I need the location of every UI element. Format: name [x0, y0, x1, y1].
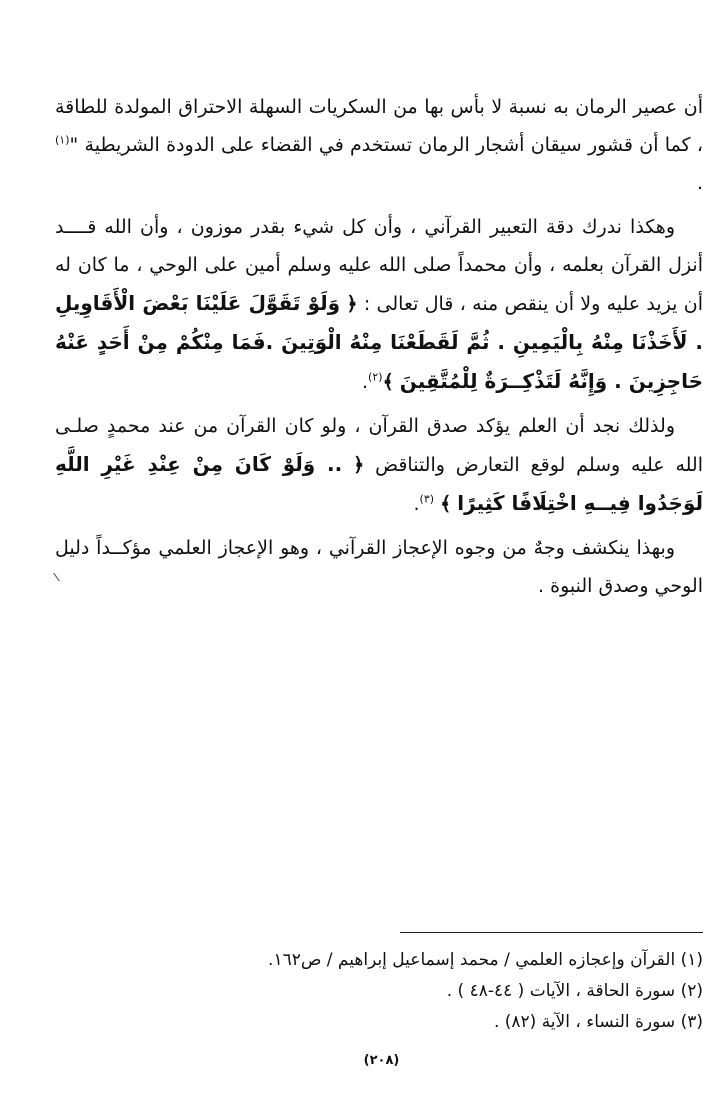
ornate-bracket-close: ﴾ [382, 371, 394, 393]
quran-verse: وَلَوْ تَقَوَّلَ عَلَيْنَا بَعْضَ الْأَقَاوِيلِ . لَأَخَذْنَا مِنْهُ بِالْيَمِينِ . ثُمَّ لَقَطَعْنَا مِنْهُ الْوَتِينَ .فَمَا مِنْكُمْ مِنْ أَحَدٍ عَنْهُ حَاجِزِينَ . وَإِنَّهُ لَتَذْكِــرَةٌ لِلْمُتَّقِينَ [55, 291, 703, 393]
paragraph-text: ولذلك نجد أن العلم يؤكد صدق القرآن ، ولو كان القرآن من عند محمدٍ صلـى الله عليه وسلم لوقع التعارض والتناقض [55, 415, 703, 476]
footnote-ref-1: (١) [55, 133, 70, 147]
footnote-2: (٢) سورة الحاقة ، الآيات ( ٤٤-٤٨ ) . [446, 981, 703, 1001]
ornate-bracket-open: ﴿ [346, 293, 358, 315]
footnote-ref-3: (٣) [419, 492, 435, 506]
paragraph-science-confirms [55, 407, 703, 523]
footnote-ref-2: (٢) [368, 370, 383, 384]
paragraph-quran-precision [55, 208, 703, 401]
paragraph-text: أن عصير الرمان به نسبة لا بأس بها من السكريات السهلة الاحتراق المولدة للطاقة ، كما أن قشور سيقان أشجار الرمان تستخدم في القضاء على الدودة الشريطية " [55, 96, 703, 156]
quran-verse: .. وَلَوْ كَانَ مِنْ عِنْدِ غَيْرِ اللَّهِ لَوَجَدُوا فِيــهِ اخْتِلَافًا كَثِيرًا [55, 452, 703, 515]
paragraph-conclusion [55, 529, 703, 605]
footnote-divider [400, 932, 703, 933]
page-number: (٢٠٨) [363, 1053, 400, 1068]
paragraph-pomegranate [55, 88, 703, 202]
paragraph-text: وهكذا ندرك دقة التعبير القرآني ، وأن كل شيء بقدر موزون ، وأن الله قــــد أنزل القرآن بعلمه ، وأن محمداً صلى الله عليه وسلم أمين على الوحي ، ما كان له أن يزيد عليه ولا أن ينقص منه ، قال تعالى : [55, 216, 703, 315]
paragraph-text: وبهذا ينكشف وجهٌ من وجوه الإعجاز القرآني ، وهو الإعجاز العلمي مؤكــداً دليل الوحي وصدق النبوة . [55, 537, 703, 597]
main-text [55, 88, 703, 611]
footnote-3: (٣) سورة النساء ، الآية (٨٢) . [493, 1012, 703, 1032]
footnote-1: (١) القرآن وإعجازه العلمي / محمد إسماعيل إبراهيم / ص١٦٢. [268, 950, 703, 970]
footnotes-section [55, 945, 703, 1038]
paragraph-end: . [362, 371, 369, 393]
paragraph-end: . [696, 172, 703, 194]
ornate-bracket-close: ﴾ [440, 493, 452, 515]
paragraph-end: . [413, 493, 420, 515]
ornate-bracket-open: ﴿ [353, 454, 365, 476]
